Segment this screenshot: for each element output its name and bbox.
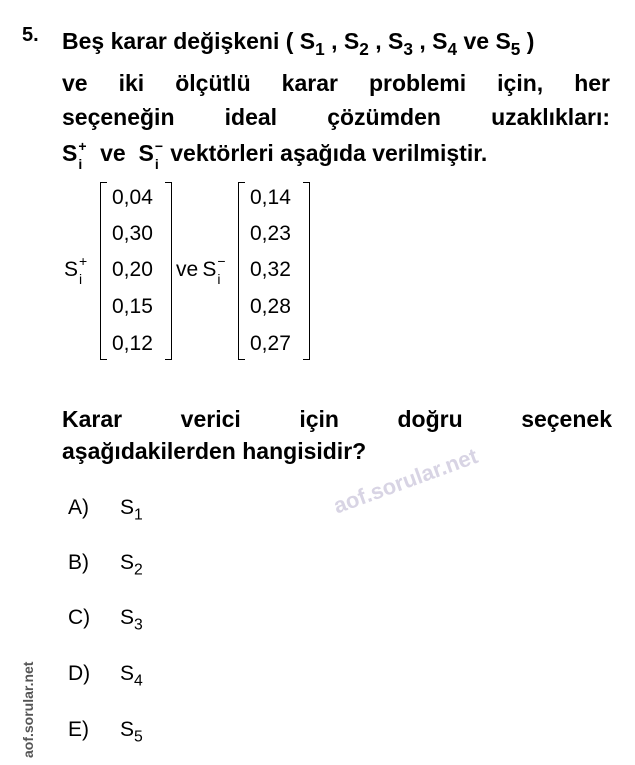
matrix-cell: 0,15 xyxy=(112,295,153,318)
matrix-cell: 0,04 xyxy=(112,186,153,209)
question-line-4: S + i ve S − i vektörleri aşağıda verilmiştir. xyxy=(62,138,488,172)
matrix-cell: 0,30 xyxy=(112,222,153,245)
matrix-cell: 0,28 xyxy=(250,295,291,318)
matrix-cell: 0,32 xyxy=(250,258,291,281)
prompt-line-2: aşağıdakilerden hangisidir? xyxy=(62,438,367,464)
prompt-line-1: Karar verici için doğru seçenek xyxy=(62,406,612,432)
question-text: Beş karar değişkeni ( xyxy=(62,28,294,54)
watermark: aof.sorular.net xyxy=(330,443,482,519)
s-plus-label: S + i xyxy=(64,253,88,287)
matrix-cell: 0,20 xyxy=(112,258,153,281)
var-s4: $S_4$ xyxy=(432,28,458,60)
var-s1: $S_1$ xyxy=(299,28,325,60)
close-paren: ) xyxy=(526,28,535,54)
question-line-3: seçeneğin ideal çözümden uzaklıkları: xyxy=(62,104,610,130)
option-c[interactable]: C) $S_3$ xyxy=(68,606,143,634)
var-s2: $S_2$ xyxy=(343,28,369,60)
s-minus-symbol: S − i xyxy=(138,138,164,172)
s-plus-matrix xyxy=(100,182,172,360)
and-word: ve xyxy=(463,28,490,54)
side-watermark: aof.sorular.net xyxy=(20,661,36,758)
matrix-cell: 0,27 xyxy=(250,332,291,355)
matrix-cell: 0,12 xyxy=(112,332,153,355)
s-minus-matrix xyxy=(238,182,310,360)
var-s5: $S_5$ xyxy=(495,28,521,60)
question-number: 5. xyxy=(22,24,39,46)
option-e[interactable]: E) $S_5$ xyxy=(68,718,143,746)
question-line-2: ve iki ölçütlü karar problemi için, her xyxy=(62,70,610,96)
question-line-1: Beş karar değişkeni ( $S_1$ , $S_2$ , $S_3$ , $S_4$ ve $S_5$ ) xyxy=(62,28,535,60)
var-s3: $S_3$ xyxy=(388,28,413,60)
matrix-cell: 0,14 xyxy=(250,186,291,209)
s-minus-label: ve S − i xyxy=(176,253,226,287)
s-plus-symbol: S + i xyxy=(62,138,87,172)
matrix-cell: 0,23 xyxy=(250,222,291,245)
option-b[interactable]: B) $S_2$ xyxy=(68,551,143,579)
option-d[interactable]: D) $S_4$ xyxy=(68,662,143,690)
option-a[interactable]: A) $S_1$ xyxy=(68,496,143,524)
